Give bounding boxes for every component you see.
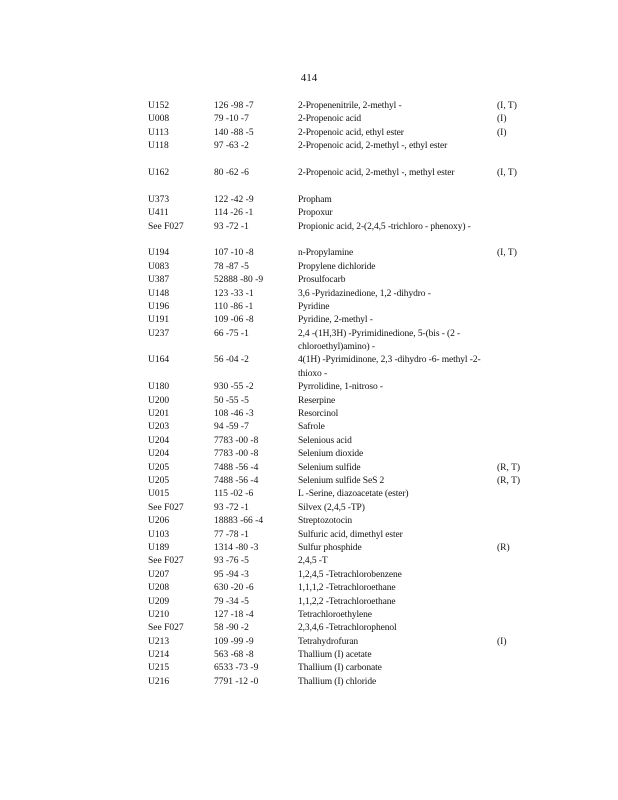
substance-name-cell: Sulfuric acid, dimethyl ester bbox=[298, 529, 403, 540]
table-row bbox=[0, 301, 618, 314]
substance-name-cell: Prosulfocarb bbox=[298, 275, 346, 286]
substance-name-cell: 3,6 -Pyridazinedione, 1,2 -dihydro - bbox=[298, 288, 431, 299]
substance-name-cell: Resorcinol bbox=[298, 409, 339, 420]
waste-code-cell: U373 bbox=[148, 194, 170, 205]
waste-code-cell: U113 bbox=[148, 127, 169, 138]
waste-code-cell: U103 bbox=[148, 529, 170, 540]
waste-code-cell: U216 bbox=[148, 676, 170, 687]
table-row bbox=[0, 582, 618, 595]
substance-name-cell: 2,3,4,6 -Tetrachlorophenol bbox=[298, 623, 397, 634]
waste-code-cell: U208 bbox=[148, 583, 170, 594]
table-row bbox=[0, 596, 618, 609]
table-row bbox=[0, 274, 618, 287]
substance-name-cell: 2-Propenoic acid bbox=[298, 114, 362, 125]
table-row bbox=[0, 609, 618, 622]
hazard-code-cell: (I, T) bbox=[497, 167, 517, 178]
waste-code-cell: U213 bbox=[148, 636, 170, 647]
waste-code-cell: U206 bbox=[148, 516, 170, 527]
table-row bbox=[0, 247, 618, 260]
substance-name-cell: L -Serine, diazoacetate (ester) bbox=[298, 489, 409, 500]
waste-code-cell: U180 bbox=[148, 382, 170, 393]
hazard-code-cell: (R) bbox=[497, 542, 510, 553]
table-row bbox=[0, 354, 618, 381]
waste-code-cell: U215 bbox=[148, 663, 170, 674]
table-row bbox=[0, 288, 618, 301]
table-row bbox=[0, 395, 618, 408]
cas-number-cell: 127 -18 -4 bbox=[214, 609, 254, 620]
substance-name-cell: Sulfur phosphide bbox=[298, 542, 362, 553]
cas-number-cell: 108 -46 -3 bbox=[214, 409, 254, 420]
table-row bbox=[0, 462, 618, 475]
waste-code-cell: U162 bbox=[148, 167, 170, 178]
cas-number-cell: 110 -86 -1 bbox=[214, 301, 254, 312]
substance-name-cell: 1,1,2,2 -Tetrachloroethane bbox=[298, 596, 396, 607]
waste-code-cell: See F027 bbox=[148, 221, 184, 232]
substance-name-cell: Propham bbox=[298, 194, 332, 205]
table-row bbox=[0, 113, 618, 126]
cas-number-cell: 126 -98 -7 bbox=[214, 101, 254, 111]
substance-name-cell: Thallium (I) chloride bbox=[298, 676, 377, 687]
cas-number-cell: 56 -04 -2 bbox=[214, 355, 249, 366]
cas-number-cell: 77 -78 -1 bbox=[214, 529, 249, 540]
substance-name-cell: 2-Propenoic acid, 2-methyl -, methyl ester bbox=[298, 167, 455, 178]
waste-code-cell: U204 bbox=[148, 435, 170, 446]
substance-name-cell: Selenium dioxide bbox=[298, 449, 364, 460]
table-row bbox=[0, 221, 618, 248]
cas-number-cell: 93 -72 -1 bbox=[214, 221, 249, 232]
table-row bbox=[0, 194, 618, 207]
substance-name-cell: Safrole bbox=[298, 422, 325, 433]
cas-number-cell: 7783 -00 -8 bbox=[214, 435, 259, 446]
substance-name-cell: Silvex (2,4,5 -TP) bbox=[298, 502, 365, 513]
table-row bbox=[0, 261, 618, 274]
table-row bbox=[0, 328, 618, 355]
waste-code-cell: U237 bbox=[148, 328, 170, 339]
table-row bbox=[0, 676, 618, 689]
waste-code-cell: U196 bbox=[148, 301, 170, 312]
waste-code-cell: U194 bbox=[148, 248, 170, 259]
substance-name-cell: 2-Propenenitrile, 2-methyl - bbox=[298, 101, 402, 111]
table-row bbox=[0, 488, 618, 501]
table-row bbox=[0, 408, 618, 421]
cas-number-cell: 95 -94 -3 bbox=[214, 569, 249, 580]
hazard-code-cell: (I) bbox=[497, 114, 507, 125]
substance-name-cell: 4(1H) -Pyrimidinone, 2,3 -dihydro -6- methyl -2-thioxo - bbox=[298, 355, 481, 379]
cas-number-cell: 78 -87 -5 bbox=[214, 261, 249, 272]
waste-code-cell: U015 bbox=[148, 489, 170, 500]
substance-name-cell: 1,1,1,2 -Tetrachloroethane bbox=[298, 583, 396, 594]
substance-name-cell: 1,2,4,5 -Tetrachlorobenzene bbox=[298, 569, 402, 580]
waste-code-cell: U164 bbox=[148, 355, 170, 366]
cas-number-cell: 115 -02 -6 bbox=[214, 489, 254, 500]
waste-code-cell: U387 bbox=[148, 275, 170, 286]
cas-number-cell: 107 -10 -8 bbox=[214, 248, 254, 259]
cas-number-cell: 109 -06 -8 bbox=[214, 315, 254, 326]
cas-number-cell: 58 -90 -2 bbox=[214, 623, 249, 634]
hazard-code-cell: (I) bbox=[497, 127, 507, 138]
hazard-code-cell: (R, T) bbox=[497, 476, 521, 487]
substance-name-cell: 2,4 -(1H,3H) -Pyrimidinedione, 5-(bis - (2 -chloroethyl)amino) - bbox=[298, 328, 461, 353]
table-row bbox=[0, 167, 618, 194]
substance-name-cell: Selenious acid bbox=[298, 435, 352, 446]
substance-name-cell: Selenium sulfide SeS 2 bbox=[298, 476, 385, 487]
substance-name-cell: Propylene dichloride bbox=[298, 261, 376, 272]
waste-code-cell: U205 bbox=[148, 476, 170, 487]
cas-number-cell: 123 -33 -1 bbox=[214, 288, 254, 299]
table-row bbox=[0, 636, 618, 649]
table-row bbox=[0, 435, 618, 448]
substance-name-cell: Streptozotocin bbox=[298, 516, 353, 527]
waste-code-cell: U204 bbox=[148, 449, 170, 460]
cas-number-cell: 122 -42 -9 bbox=[214, 194, 254, 205]
cas-number-cell: 79 -10 -7 bbox=[214, 114, 249, 125]
waste-code-cell: U189 bbox=[148, 542, 170, 553]
waste-code-cell: U207 bbox=[148, 569, 170, 580]
cas-number-cell: 97 -63 -2 bbox=[214, 141, 249, 152]
cas-number-cell: 630 -20 -6 bbox=[214, 583, 254, 594]
waste-code-cell: U201 bbox=[148, 409, 170, 420]
substance-name-cell: 2-Propenoic acid, 2-methyl -, ethyl ester bbox=[298, 141, 448, 152]
cas-number-cell: 563 -68 -8 bbox=[214, 650, 254, 661]
hazard-code-cell: (I, T) bbox=[497, 101, 517, 111]
table-row bbox=[0, 649, 618, 662]
substance-name-cell: Selenium sulfide bbox=[298, 462, 361, 473]
waste-code-cell: U152 bbox=[148, 101, 170, 111]
waste-code-cell: See F027 bbox=[148, 502, 184, 513]
cas-number-cell: 7783 -00 -8 bbox=[214, 449, 259, 460]
hazard-code-cell: (I, T) bbox=[497, 248, 517, 259]
cas-number-cell: 114 -26 -1 bbox=[214, 208, 254, 219]
cas-number-cell: 7791 -12 -0 bbox=[214, 676, 259, 687]
cas-number-cell: 50 -55 -5 bbox=[214, 395, 249, 406]
table-row bbox=[0, 555, 618, 568]
substance-name-cell: Pyrrolidine, 1-nitroso - bbox=[298, 382, 383, 393]
waste-code-cell: U200 bbox=[148, 395, 170, 406]
waste-code-cell: U205 bbox=[148, 462, 170, 473]
cas-number-cell: 7488 -56 -4 bbox=[214, 476, 259, 487]
waste-code-cell: U214 bbox=[148, 650, 170, 661]
cas-number-cell: 52888 -80 -9 bbox=[214, 275, 264, 286]
table-row bbox=[0, 662, 618, 675]
page-number: 414 bbox=[300, 72, 318, 84]
cas-number-cell: 18883 -66 -4 bbox=[214, 516, 264, 527]
table-row bbox=[0, 314, 618, 327]
table-row bbox=[0, 421, 618, 434]
cas-number-cell: 79 -34 -5 bbox=[214, 596, 249, 607]
waste-code-cell: U191 bbox=[148, 315, 170, 326]
waste-code-cell: See F027 bbox=[148, 556, 184, 567]
waste-code-cell: U008 bbox=[148, 114, 170, 125]
cas-number-cell: 140 -88 -5 bbox=[214, 127, 254, 138]
table-row bbox=[0, 381, 618, 394]
table-row bbox=[0, 100, 618, 113]
waste-code-cell: U148 bbox=[148, 288, 170, 299]
substance-name-cell: 2-Propenoic acid, ethyl ester bbox=[298, 127, 404, 138]
table-row bbox=[0, 515, 618, 528]
substance-name-cell: 2,4,5 -T bbox=[298, 556, 328, 567]
cas-number-cell: 93 -76 -5 bbox=[214, 556, 249, 567]
cas-number-cell: 94 -59 -7 bbox=[214, 422, 249, 433]
cas-number-cell: 6533 -73 -9 bbox=[214, 663, 259, 674]
substance-name-cell: Tetrahydrofuran bbox=[298, 636, 359, 647]
substance-name-cell: Tetrachloroethylene bbox=[298, 609, 372, 620]
cas-number-cell: 109 -99 -9 bbox=[214, 636, 254, 647]
substance-name-cell: n-Propylamine bbox=[298, 248, 354, 259]
table-row bbox=[0, 475, 618, 488]
waste-code-cell: U210 bbox=[148, 609, 170, 620]
cas-number-cell: 7488 -56 -4 bbox=[214, 462, 259, 473]
hazard-code-cell: (R, T) bbox=[497, 462, 521, 473]
table-row bbox=[0, 207, 618, 220]
table-row bbox=[0, 569, 618, 582]
hazard-code-cell: (I) bbox=[497, 636, 507, 647]
table-row bbox=[0, 127, 618, 140]
cas-number-cell: 80 -62 -6 bbox=[214, 167, 249, 178]
substance-name-cell: Pyridine, 2-methyl - bbox=[298, 315, 373, 326]
substance-name-cell: Propoxur bbox=[298, 208, 333, 219]
substance-name-cell: Reserpine bbox=[298, 395, 336, 406]
table-row bbox=[0, 622, 618, 635]
table-row bbox=[0, 140, 618, 167]
table-row bbox=[0, 502, 618, 515]
waste-code-cell: See F027 bbox=[148, 623, 184, 634]
substance-name-cell: Thallium (I) acetate bbox=[298, 650, 372, 661]
substance-name-cell: Propionic acid, 2-(2,4,5 -trichloro - phenoxy) - bbox=[298, 221, 471, 232]
waste-code-cell: U209 bbox=[148, 596, 170, 607]
table-row bbox=[0, 529, 618, 542]
waste-code-cell: U083 bbox=[148, 261, 170, 272]
cas-number-cell: 930 -55 -2 bbox=[214, 382, 254, 393]
waste-code-cell: U118 bbox=[148, 141, 169, 152]
cas-number-cell: 93 -72 -1 bbox=[214, 502, 249, 513]
waste-code-cell: U203 bbox=[148, 422, 170, 433]
hazardous-waste-table bbox=[0, 100, 618, 689]
substance-name-cell: Pyridine bbox=[298, 301, 330, 312]
cas-number-cell: 66 -75 -1 bbox=[214, 328, 249, 339]
cas-number-cell: 1314 -80 -3 bbox=[214, 542, 259, 553]
table-row bbox=[0, 542, 618, 555]
waste-code-cell: U411 bbox=[148, 208, 169, 219]
table-row bbox=[0, 448, 618, 461]
substance-name-cell: Thallium (I) carbonate bbox=[298, 663, 382, 674]
